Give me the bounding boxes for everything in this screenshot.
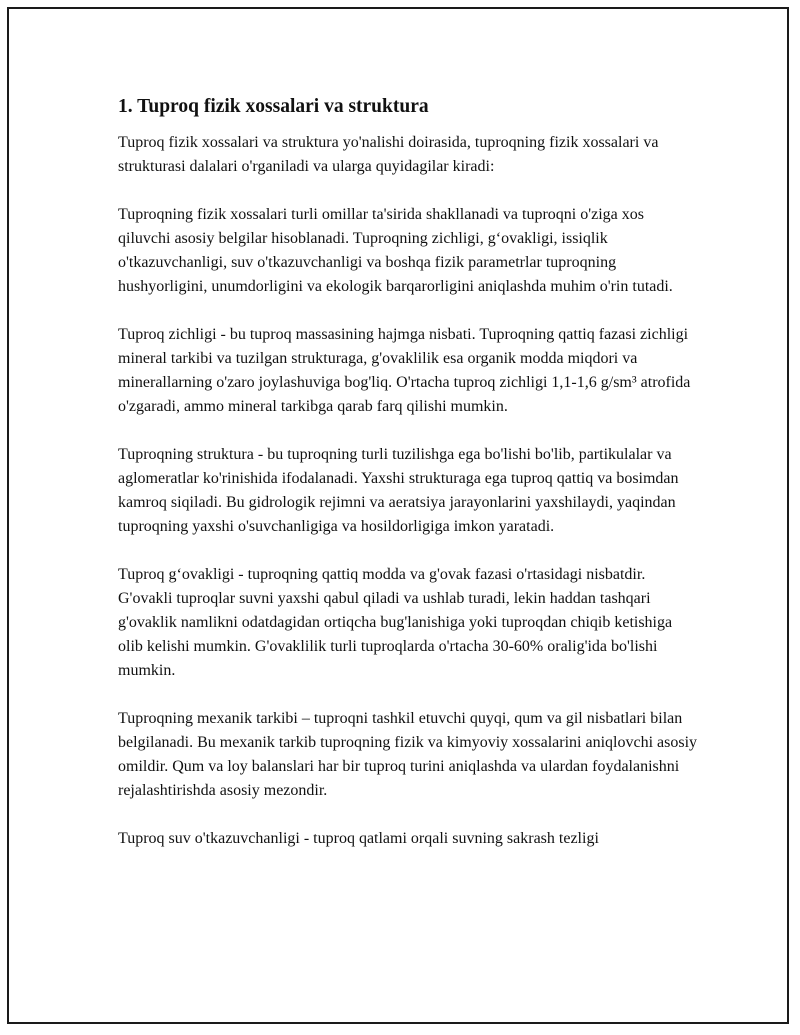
paragraph-soil-structure: Tuproqning struktura - bu tuproqning turli tuzilishga ega bo'lishi bo'lib, partikulalar va aglomeratlar ko'rinishida ifodalanadi. Yaxshi strukturaga ega tuproq qattiq va bosimdan kamroq siqiladi. Bu gidrologik rejimni va aeratsiya jarayonlarini yaxshilaydi, yaqindan tuproqning yaxshi o'suvchanligiga va hosildorligiga imkon yaratadi. — [118, 446, 679, 535]
paragraph-water-permeability: Tuproq suv o'tkazuvchanligi - tuproq qatlami orqali suvning sakrash tezligi — [118, 830, 599, 847]
paragraph-intro: Tuproq fizik xossalari va struktura yo'nalishi doirasida, tuproqning fizik xossalari va strukturasi dalalari o'rganiladi va ularga quyidagilar kiradi: — [118, 134, 659, 175]
paragraph-mechanical-composition: Tuproqning mexanik tarkibi – tuproqni tashkil etuvchi quyqi, qum va gil nisbatlari bilan belgilanadi. Bu mexanik tarkib tuproqning fizik va kimyoviy xossalarini aniqlovchi asosiy omildir. Qum va loy balanslari har bir tuproq turini aniqlashda va ulardan foydalanishni rejalashtirishda asosiy mezondir. — [118, 710, 698, 799]
paragraph-physical-properties: Tuproqning fizik xossalari turli omillar ta'sirida shakllanadi va tuproqni o'ziga xos qiluvchi asosiy belgilar hisoblanadi. Tuproqning zichligi, g‘ovakligi, issiqlik o'tkazuvchanligi, suv o'tkazuvchanligi va boshqa fizik parametrlar tuproqning hushyorligini, unumdorligini va ekologik barqarorligini aniqlashda muhim o'rin tutadi. — [118, 206, 673, 295]
paragraph-soil-density: Tuproq zichligi - bu tuproq massasining hajmga nisbati. Tuproqning qattiq fazasi zichligi mineral tarkibi va tuzilgan strukturaga, g'ovaklilik esa organik modda miqdori va minerallarning o'zaro joylashuviga bog'liq. O'rtacha tuproq zichligi 1,1-1,6 g/sm³ atrofida o'zgaradi, ammo mineral tarkibga qarab farq qilishi mumkin. — [118, 326, 691, 415]
section-heading: 1. Tuproq fizik xossalari va struktura — [118, 96, 429, 117]
paragraph-soil-porosity: Tuproq g‘ovakligi - tuproqning qattiq modda va g'ovak fazasi o'rtasidagi nisbatdir. G'ovakli tuproqlar suvni yaxshi qabul qiladi va ushlab turadi, lekin haddan tashqari g'ovaklik namlikni odatdagidan ortiqcha bug'lanishiga yoki tuproqdan chiqib ketishiga olib kelishi mumkin. G'ovaklilik turli tuproqlarda o'rtacha 30-60% oralig'ida bo'lishi mumkin. — [118, 566, 673, 679]
document-body — [118, 95, 698, 875]
